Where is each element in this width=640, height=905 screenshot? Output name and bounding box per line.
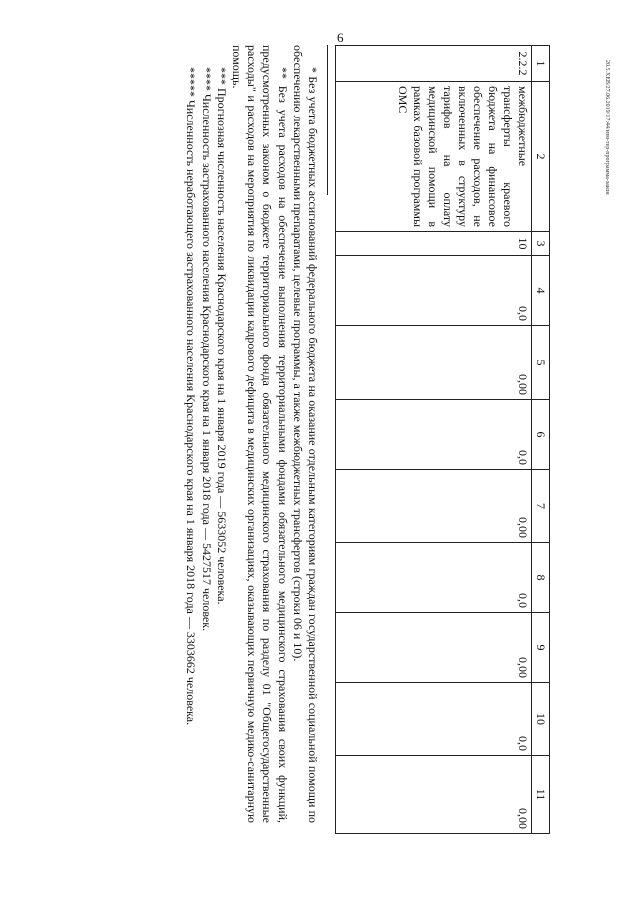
column-header: 9 [532,613,550,683]
footnote-separator [327,45,328,195]
footnote: ** Без учета расходов на обеспечение выполнения территориальными фондами обязательного медицинского страхования своих функций, предусмотренных законом о бюджете территориального фонда обязательного медицинского страхования по разделу 01 "Общегосударственные расходы" и расходов на мероприятия по ликвидации кадрового дефицита в медицинских организациях, оказывающих первичную медико-санитарную помощь. [229,45,290,823]
column-header: 2 [532,82,550,232]
column-header: 11 [532,756,550,834]
table-row [336,46,532,834]
budget-table [335,45,550,834]
document-side-code: 20.5.ХЕВ/27.06.2019/17:44/изм-тер-программа-закон [604,60,610,195]
footnote: ***** Численность неработающего застрахованного населения Краснодарского края на 1 января 2018 года — 3303662 человека. [184,67,199,726]
footnote: * Без учета бюджетных ассигнований федерального бюджета на оказание отдельным категориям граждан государственной социальной помощи по обеспечению лекарственными препаратами, целевые программы, а также межбюджетных трансфертов (строки 06 и 10). [290,45,320,823]
cell-value: 0,00 [336,756,532,834]
cell-value: 0,0 [336,256,532,326]
table-header-row [532,46,550,834]
footnote: **** Численность застрахованного населения Краснодарского края на 1 января 2018 года — 5427517 человек. [199,67,214,632]
cell-value: 0,0 [336,543,532,613]
page-number: 6 [337,30,344,45]
column-header: 4 [532,256,550,326]
cell-value: 0,0 [336,683,532,756]
column-header: 10 [532,683,550,756]
column-header: 6 [532,400,550,470]
row-line-number: 10 [336,232,532,256]
row-name: межбюджетные трансферты краевого бюджета на финансовое обеспечение расходов, не включенных в структуру тарифов на оплату медицинской помощи в рамках базовой программы ОМС [336,82,532,232]
column-header: 5 [532,326,550,400]
column-header: 8 [532,543,550,613]
column-header: 1 [532,46,550,82]
column-header: 7 [532,470,550,543]
row-code: 2.2.2 [336,46,532,82]
footnote: *** Прогнозная численность населения Краснодарского края на 1 января 2019 года — 5633052 человека. [214,67,229,605]
column-header: 3 [532,232,550,256]
cell-value: 0,00 [336,470,532,543]
footnotes [183,45,320,823]
cell-value: 0,0 [336,400,532,470]
cell-value: 0,00 [336,613,532,683]
cell-value: 0,00 [336,326,532,400]
rotated-page-content [110,45,550,829]
